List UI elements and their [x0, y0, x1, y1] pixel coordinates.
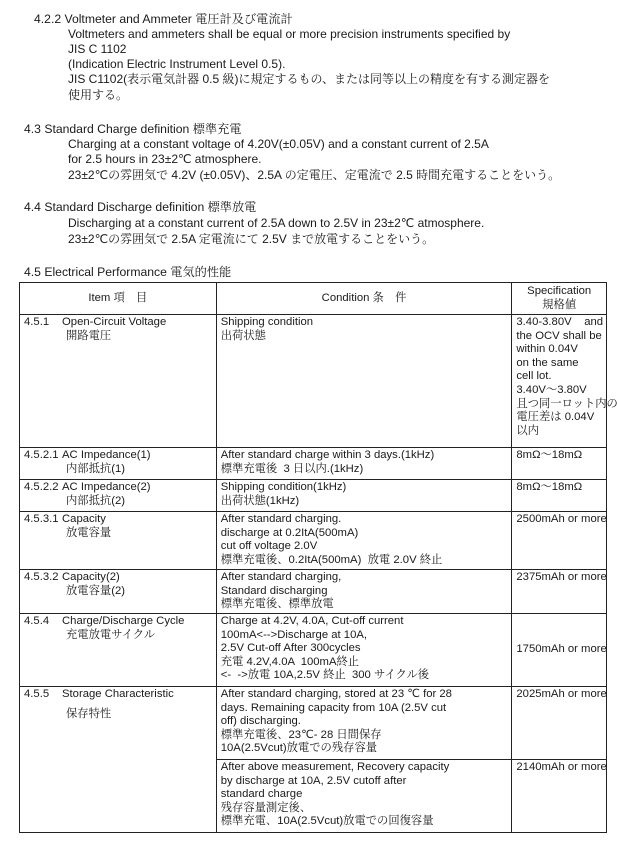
item-name-jp: 開路電圧 [66, 329, 112, 342]
condition-text: After standard charging, stored at 23 ℃ for 28 days. Remaining capacity from 10A (2.5V cut off) discharging. 標準充電後、23℃- 28 日間保存 10A(2.5Vcut)放電での残存容量 [220, 688, 452, 755]
spec-text: 8mΩ～18mΩ [516, 481, 583, 493]
item-number: 4.5.1 [24, 316, 50, 328]
item-name-en: AC Impedance(2) [62, 481, 151, 493]
spec-text: 1750mAh or more [516, 643, 607, 656]
spec-cell [512, 448, 607, 480]
table-row [20, 480, 607, 512]
spec-text: 2140mAh or more [516, 761, 607, 773]
header-spec-jp: 規格値 [542, 298, 577, 311]
spec-cell [512, 614, 607, 687]
table-header-row [20, 283, 607, 315]
item-name-jp: 保存特性 [66, 707, 112, 720]
condition-text: Shipping condition(1kHz) 出荷状態(1kHz) [220, 481, 347, 507]
item-cell [20, 570, 217, 614]
header-specification [512, 283, 607, 315]
item-number: 4.5.3.1 [24, 513, 59, 525]
item-cell [20, 512, 217, 570]
item-cell [20, 614, 217, 687]
condition-cell [216, 760, 512, 833]
condition-cell [216, 315, 512, 448]
item-cell [20, 687, 217, 833]
item-number: 4.5.2.1 [24, 449, 59, 461]
condition-cell [216, 687, 512, 760]
item-number: 4.5.5 [24, 688, 50, 700]
s43-line-2: for 2.5 hours in 23±2℃ atmosphere. [68, 152, 262, 166]
condition-cell [216, 448, 512, 480]
item-name-en: Open-Circuit Voltage [62, 316, 167, 328]
s44-line-1: Discharging at a constant current of 2.5A down to 2.5V in 23±2℃ atmosphere. [68, 216, 485, 230]
item-number: 4.5.3.2 [24, 571, 59, 583]
condition-cell [216, 480, 512, 512]
header-item: Item 項 目 [20, 283, 217, 315]
item-name-en: Storage Characteristic [62, 688, 174, 700]
item-name-jp: 放電容量 [66, 526, 112, 539]
section-4-5-heading: 4.5 Electrical Performance 電気的性能 [24, 265, 232, 279]
condition-cell [216, 512, 512, 570]
spec-text: 3.40-3.80V and the OCV shall be within 0.04V on the same cell lot. 3.40V～3.80V 且つ同一ロット内の 電圧差は 0.04V 以内 [516, 316, 618, 437]
header-spec-en: Specification [527, 284, 592, 297]
spec-cell [512, 570, 607, 614]
condition-text: Charge at 4.2V, 4.0A, Cut-off current 100mA<-->Discharge at 10A, 2.5V Cut-off After 300cycles 充電 4.2V,4.0A 100mA終止 <- ->放電 10A,2.5V 終止 300 サイクル後 [220, 615, 430, 682]
s43-line-1: Charging at a constant voltage of 4.20V(±0.05V) and a constant current of 2.5A [68, 137, 489, 151]
item-name-en: AC Impedance(1) [62, 449, 151, 461]
s422-line-1: Voltmeters and ammeters shall be equal or more precision instruments specified by [68, 27, 511, 41]
condition-cell [216, 614, 512, 687]
condition-text: After above measurement, Recovery capacity by discharge at 10A, 2.5V cutoff after standard charge 残存容量測定後、 標準充電、10A(2.5Vcut)放電での回復容量 [220, 761, 450, 828]
condition-text: After standard charge within 3 days.(1kHz) 標準充電後 3 日以内.(1kHz) [220, 449, 435, 475]
section-4-2-2-heading: 4.2.2 Voltmeter and Ammeter 電圧計及び電流計 [34, 12, 293, 26]
item-name-jp: 充電放電サイクル [66, 628, 156, 641]
condition-text: After standard charging, Standard discharging 標準充電後、標準放電 [220, 571, 342, 611]
spec-text: 2500mAh or more [516, 513, 607, 525]
condition-text: After standard charging. discharge at 0.2ItA(500mA) cut off voltage 2.0V 標準充電後、0.2ItA(500mA) 放電 2.0V 終止 [220, 513, 443, 566]
electrical-performance-table [19, 282, 618, 833]
table-row [20, 570, 607, 614]
item-name-en: Charge/Discharge Cycle [62, 615, 185, 627]
item-number: 4.5.2.2 [24, 481, 59, 493]
spec-cell [512, 480, 607, 512]
s422-line-2: JIS C 1102 [68, 42, 127, 56]
condition-cell [216, 570, 512, 614]
header-condition: Condition 条 件 [216, 283, 512, 315]
table-row [20, 512, 607, 570]
item-name-jp: 内部抵抗(1) [66, 462, 125, 475]
item-cell [20, 448, 217, 480]
s422-line-5: 使用する。 [68, 88, 129, 102]
spec-cell [512, 687, 607, 760]
spec-cell [512, 512, 607, 570]
section-4-3-heading: 4.3 Standard Charge definition 標準充電 [24, 122, 242, 136]
spec-text: 8mΩ～18mΩ [516, 449, 583, 461]
item-number: 4.5.4 [24, 615, 50, 627]
spec-text: 2025mAh or more [516, 688, 607, 700]
s422-line-3: (Indication Electric Instrument Level 0.5). [68, 57, 286, 71]
spec-text: 2375mAh or more [516, 571, 607, 583]
item-name-en: Capacity(2) [62, 571, 120, 583]
item-name-jp: 内部抵抗(2) [66, 494, 125, 507]
s44-line-2: 23±2℃の雰囲気で 2.5A 定電流にて 2.5V まで放電することをいう。 [68, 232, 435, 246]
spec-cell [512, 315, 618, 448]
s422-line-4: JIS C1102(表示電気計器 0.5 級)に規定するもの、または同等以上の精度を有する測定器を [68, 72, 551, 86]
condition-text: Shipping condition 出荷状態 [220, 316, 314, 342]
item-cell [20, 315, 217, 448]
s43-line-3: 23±2℃の雰囲気で 4.2V (±0.05V)、2.5A の定電圧、定電流で 2.5 時間充電することをいう。 [68, 168, 561, 182]
item-name-en: Capacity [62, 513, 106, 525]
item-cell [20, 480, 217, 512]
table-row [20, 614, 607, 687]
section-4-4-heading: 4.4 Standard Discharge definition 標準放電 [24, 200, 257, 214]
item-name-jp: 放電容量(2) [66, 584, 125, 597]
table-row [20, 315, 607, 448]
table-row [20, 448, 607, 480]
table-row [20, 687, 607, 760]
spec-cell [512, 760, 607, 833]
